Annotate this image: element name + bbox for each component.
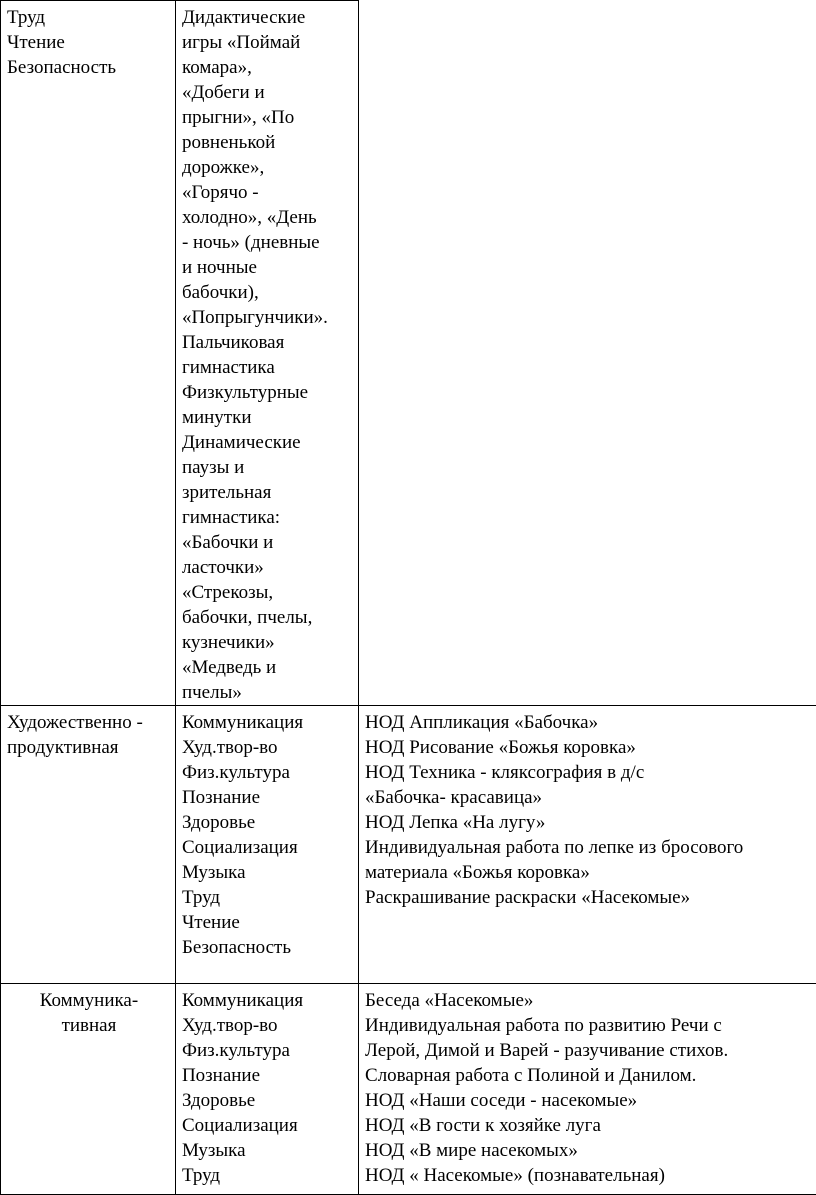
- integration-cell: [175, 706, 358, 984]
- cell-line: «Медведь и: [182, 655, 354, 680]
- cell-line: бабочки, пчелы,: [182, 605, 354, 630]
- cell-line: Худ.твор-во: [182, 735, 354, 760]
- cell-line: пчелы»: [182, 680, 354, 705]
- area-cell: [1, 1, 176, 706]
- cell-line: «Бабочка- красавица»: [365, 785, 812, 810]
- cell-line: Коммуникация: [182, 988, 354, 1013]
- cell-line: Здоровье: [182, 1088, 354, 1113]
- cell-line: Индивидуальная работа по развитию Речи с: [365, 1013, 812, 1038]
- cell-line: «Бабочки и: [182, 530, 354, 555]
- cell-line: Социализация: [182, 1113, 354, 1138]
- area-cell: [1, 706, 176, 984]
- cell-line: Дидактические: [182, 5, 354, 30]
- cell-line: Безопасность: [182, 935, 354, 960]
- cell-line: комара»,: [182, 55, 354, 80]
- cell-line: НОД « Насекомые» (познавательная): [365, 1163, 812, 1188]
- integration-cell: [175, 984, 358, 1195]
- cell-line: НОД Лепка «На лугу»: [365, 810, 812, 835]
- cell-line: Физ.культура: [182, 1038, 354, 1063]
- cell-line: «Добеги и: [182, 80, 354, 105]
- cell-line: Познание: [182, 785, 354, 810]
- cell-line: Познание: [182, 1063, 354, 1088]
- cell-line: дорожке»,: [182, 155, 354, 180]
- cell-line: Словарная работа с Полиной и Данилом.: [365, 1063, 812, 1088]
- cell-line: Труд: [7, 5, 171, 30]
- cell-line: Труд: [182, 1163, 354, 1188]
- cell-line: Социализация: [182, 835, 354, 860]
- cell-line: паузы и: [182, 455, 354, 480]
- cell-line: «Попрыгунчики».: [182, 305, 354, 330]
- cell-line: Физкультурные: [182, 380, 354, 405]
- cell-line: Чтение: [7, 30, 171, 55]
- cell-line: Худ.твор-во: [182, 1013, 354, 1038]
- cell-line: материала «Божья коровка»: [365, 860, 812, 885]
- table-row: [1, 984, 816, 1195]
- activities-cell: [359, 706, 816, 984]
- cell-line: Музыка: [182, 1138, 354, 1163]
- cell-line: - ночь» (дневные: [182, 230, 354, 255]
- cell-line: Коммуникация: [182, 710, 354, 735]
- cell-line: зрительная: [182, 480, 354, 505]
- cell-line: минутки: [182, 405, 354, 430]
- cell-line: НОД «В гости к хозяйке луга: [365, 1113, 812, 1138]
- cell-line: ласточки»: [182, 555, 354, 580]
- cell-line: Раскрашивание раскраски «Насекомые»: [365, 885, 812, 910]
- cell-line: Физ.культура: [182, 760, 354, 785]
- activities-cell: [359, 984, 816, 1195]
- cell-line: Музыка: [182, 860, 354, 885]
- cell-line: бабочки),: [182, 280, 354, 305]
- cell-line: кузнечики»: [182, 630, 354, 655]
- cell-line: холодно», «День: [182, 205, 354, 230]
- cell-line: и ночные: [182, 255, 354, 280]
- cell-line: НОД «Наши соседи - насекомые»: [365, 1088, 812, 1113]
- cell-line: ровненькой: [182, 130, 354, 155]
- cell-line: Здоровье: [182, 810, 354, 835]
- cell-line: Динамические: [182, 430, 354, 455]
- cell-line: Коммуника-: [7, 988, 171, 1013]
- cell-line: тивная: [7, 1013, 171, 1038]
- cell-line: НОД Техника - кляксография в д/с: [365, 760, 812, 785]
- table-row: [1, 1, 816, 706]
- cell-line: Индивидуальная работа по лепке из бросового: [365, 835, 812, 860]
- cell-line: гимнастика:: [182, 505, 354, 530]
- cell-line: Пальчиковая: [182, 330, 354, 355]
- integration-cell: [175, 1, 358, 706]
- cell-line: Труд: [182, 885, 354, 910]
- area-cell: [1, 984, 176, 1195]
- cell-line: продуктивная: [7, 735, 171, 760]
- table-row: [1, 706, 816, 984]
- cell-line: Чтение: [182, 910, 354, 935]
- cell-line: НОД Аппликация «Бабочка»: [365, 710, 812, 735]
- cell-line: «Горячо -: [182, 180, 354, 205]
- activities-cell: [359, 1, 816, 706]
- cell-line: игры «Поймай: [182, 30, 354, 55]
- cell-line: НОД «В мире насекомых»: [365, 1138, 812, 1163]
- cell-line: Художественно -: [7, 710, 171, 735]
- cell-line: Безопасность: [7, 55, 171, 80]
- cell-line: «Стрекозы,: [182, 580, 354, 605]
- cell-line: НОД Рисование «Божья коровка»: [365, 735, 812, 760]
- cell-line: Беседа «Насекомые»: [365, 988, 812, 1013]
- cell-line: Лерой, Димой и Варей - разучивание стихов.: [365, 1038, 812, 1063]
- cell-line: гимнастика: [182, 355, 354, 380]
- cell-line: прыгни», «По: [182, 105, 354, 130]
